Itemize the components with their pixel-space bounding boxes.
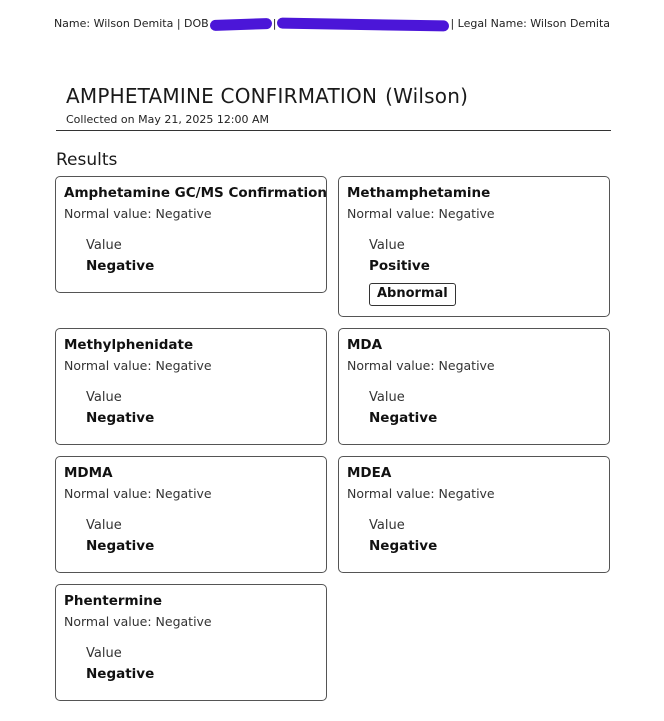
report-title (66, 84, 468, 108)
value-label: Value (86, 646, 122, 661)
normal-range: Normal value: Negative (347, 206, 495, 221)
result-card-phentermine (55, 584, 327, 701)
abnormal-flag-badge: Abnormal (369, 283, 456, 306)
value-label: Value (86, 238, 122, 253)
result-value: Negative (86, 410, 155, 426)
header-separator: | (272, 17, 277, 30)
result-value: Positive (369, 258, 430, 274)
value-label: Value (86, 390, 122, 405)
result-value: Negative (86, 666, 155, 682)
analyte-name: Amphetamine GC/MS Confirmation (64, 185, 328, 201)
legal-name-label: | Legal Name: Wilson Demita (450, 17, 611, 30)
analyte-name: Methamphetamine (347, 185, 491, 201)
result-value: Negative (369, 410, 438, 426)
result-card-methamphetamine (338, 176, 610, 317)
result-card-mdma (55, 456, 327, 573)
normal-range: Normal value: Negative (64, 486, 212, 501)
normal-range: Normal value: Negative (64, 206, 212, 221)
results-heading: Results (56, 150, 118, 170)
analyte-name: Phentermine (64, 593, 163, 609)
normal-range: Normal value: Negative (64, 614, 212, 629)
normal-range: Normal value: Negative (347, 486, 495, 501)
collected-date: Collected on May 21, 2025 12:00 AM (66, 113, 270, 126)
patient-tag: (Wilson) (385, 84, 469, 108)
analyte-name: Methylphenidate (64, 337, 194, 353)
analyte-name: MDA (347, 337, 383, 353)
value-label: Value (86, 518, 122, 533)
value-label: Value (369, 390, 405, 405)
result-card-mda (338, 328, 610, 445)
value-label: Value (369, 518, 405, 533)
result-value: Negative (86, 538, 155, 554)
result-card-methylphenidate (55, 328, 327, 445)
result-card-amphetamine-gcms (55, 176, 327, 293)
title-divider (56, 130, 611, 131)
normal-range: Normal value: Negative (64, 358, 212, 373)
redaction-mark (277, 17, 449, 31)
result-value: Negative (86, 258, 155, 274)
value-label: Value (369, 238, 405, 253)
patient-header (0, 17, 664, 30)
patient-name-dob-label: Name: Wilson Demita | DOB (53, 17, 209, 30)
normal-range: Normal value: Negative (347, 358, 495, 373)
result-value: Negative (369, 538, 438, 554)
test-panel-name: AMPHETAMINE CONFIRMATION (66, 84, 378, 108)
redaction-mark (210, 17, 272, 30)
analyte-name: MDEA (347, 465, 392, 481)
result-card-mdea (338, 456, 610, 573)
analyte-name: MDMA (64, 465, 113, 481)
